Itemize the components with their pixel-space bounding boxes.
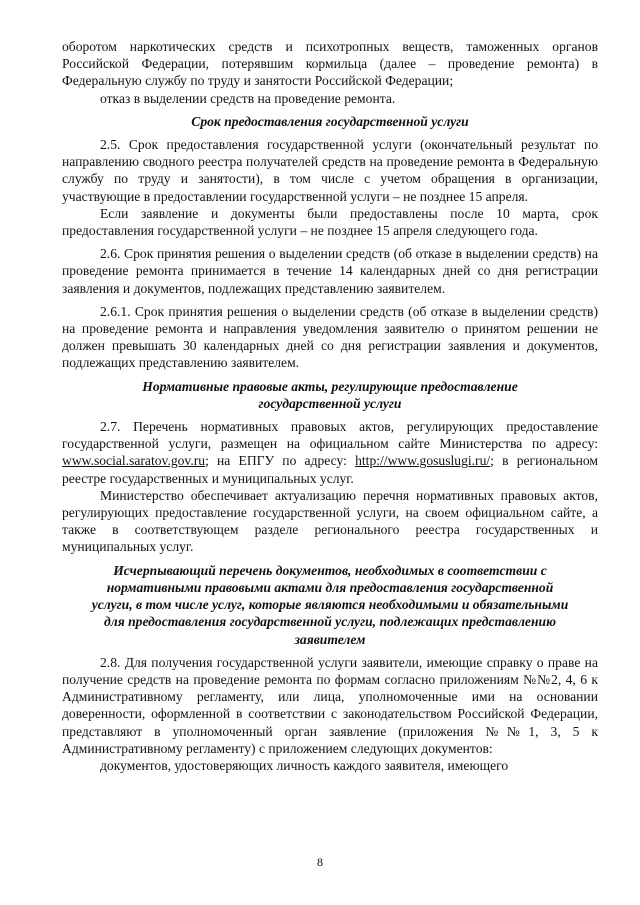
paragraph-documents: документов, удостоверяющих личность каждого заявителя, имеющего: [100, 757, 509, 773]
section-heading-term: Срок предоставления государственной услуги: [191, 113, 469, 129]
page-number: 8: [317, 855, 323, 869]
paragraph-2-6: 2.6. Срок принятия решения о выделении средств (об отказе в выделении средств) на проведение ремонта принимается в течение 14 календарных дней со дня регистрации заявления и документов, подлежащих представлению заявителем.: [62, 246, 598, 296]
heading-docs-line-2: нормативными правовыми актами для предоставления государственной: [106, 579, 554, 595]
paragraph-2-8: 2.8. Для получения государственной услуги заявители, имеющие справку о праве на получение средств на проведение ремонта по формам согласно приложениям №№2, 4, 6 к Административному регламенту, или лица, уполномоченные ими на основании доверенности, оформленной в соответствии с законодательством Российской Федерации, представляют в уполномоченный орган заявление (приложения №№1, 3, 5 к Административному регламенту) с приложением следующих документов:: [62, 654, 598, 756]
paragraph-2-7-end: ; в региональном реестре государственных и муниципальных услуг.: [62, 453, 599, 486]
link-epgu-site[interactable]: http://www.gosuslugi.ru/: [355, 453, 491, 469]
refusal-paragraph: отказ в выделении средств на проведение ремонта.: [100, 90, 396, 106]
document-page: [62, 38, 598, 774]
section-heading-acts: [62, 378, 598, 412]
link-ministry-site[interactable]: www.social.saratov.gov.ru: [62, 453, 206, 469]
heading-acts-line-2: государственной услуги: [258, 395, 402, 411]
paragraph-2-7-middle: ; на ЕПГУ по адресу:: [205, 453, 356, 469]
intro-paragraph: оборотом наркотических средств и психотропных веществ, таможенных органов Российской Федерации, потерявшим кормильца (далее – проведение ремонта) в Федеральную службу по труду и занятости Российской Федерации;: [62, 39, 598, 89]
heading-acts-line-1: Нормативные правовые акты, регулирующие предоставление: [142, 378, 518, 394]
heading-docs-line-5: заявителем: [294, 631, 366, 647]
heading-docs-line-3: услуги, в том числе услуг, которые являются необходимыми и обязательными: [91, 597, 569, 613]
section-heading-documents: [62, 562, 598, 648]
paragraph-after-march: Если заявление и документы были предоставлены после 10 марта, срок предоставления государственной услуги – не позднее 15 апреля следующего года.: [62, 205, 598, 239]
paragraph-update: Министерство обеспечивает актуализацию перечня нормативных правовых актов, регулирующих предоставление государственной услуги, на своем официальном сайте, а также в соответствующем разделе регионального реестра государственных и муниципальных услуг.: [62, 487, 598, 555]
heading-docs-line-4: для предоставления государственной услуги, подлежащих представлению: [103, 614, 556, 630]
paragraph-2-7-start: 2.7. Перечень нормативных правовых актов, регулирующих предоставление государственной услуги, размещен на официальном сайте Министерства по адресу:: [62, 419, 598, 452]
paragraph-2-7: [62, 418, 598, 487]
heading-docs-line-1: Исчерпывающий перечень документов, необходимых в соответствии с: [113, 562, 547, 578]
paragraph-2-6-1: 2.6.1. Срок принятия решения о выделении средств (об отказе в выделении средств) на проведение ремонта и направления уведомления заявителю о принятом решении не должен превышать 30 календарных дней со дня регистрации заявления и документов, подлежащих представлению заявителем.: [62, 303, 598, 371]
paragraph-2-5: 2.5. Срок предоставления государственной услуги (окончательный результат по направлению сводного реестра получателей средств на проведение ремонта в Федеральную службу по труду и занятости), в том числе с учетом обращения в организации, участвующие в предоставлении государственной услуги – не позднее 15 апреля.: [62, 137, 598, 204]
